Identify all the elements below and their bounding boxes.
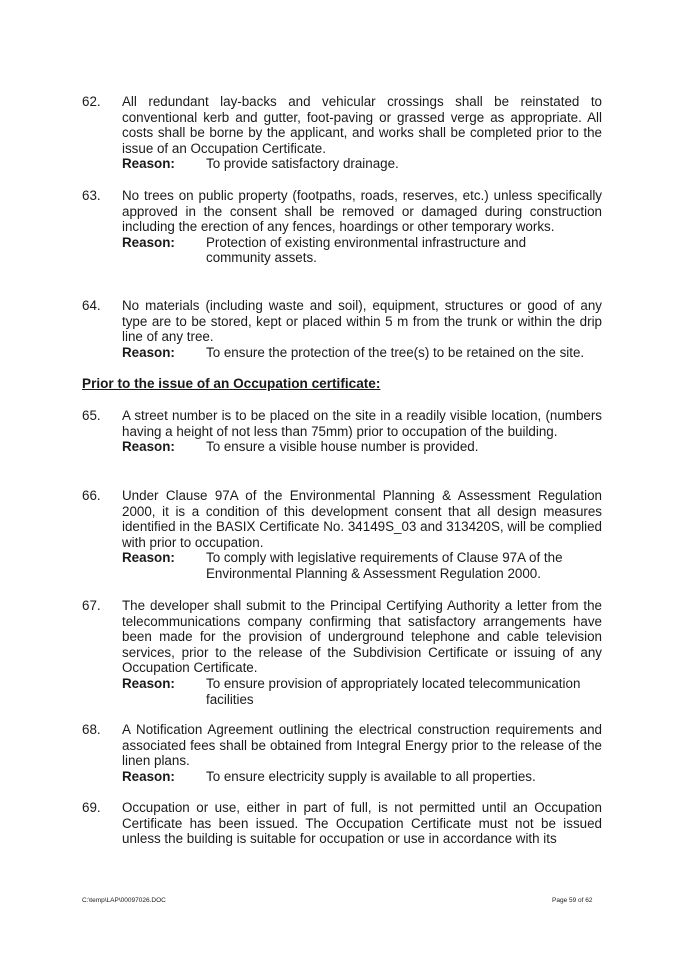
condition-number: 64.	[82, 298, 101, 313]
condition-66	[82, 488, 602, 582]
reason-text: To ensure a visible house number is provided.	[206, 439, 479, 455]
reason-text: To provide satisfactory drainage.	[206, 156, 399, 172]
condition-text: The developer shall submit to the Principal Certifying Authority a letter from the telecommunications company confirming that satisfactory arrangements have been made for the provision of underground telephone and cable television services, prior to the release of the Subdivision Certificate or issuing of any Occupation Certificate.	[122, 598, 602, 676]
reason-label: Reason:	[122, 439, 175, 455]
condition-number: 66.	[82, 488, 101, 503]
condition-number: 68.	[82, 722, 101, 737]
condition-text: Under Clause 97A of the Environmental Planning & Assessment Regulation 2000, it is a condition of this development consent that all design measures identified in the BASIX Certificate No. 34149S_03 and 313420S, will be complied with prior to occupation.	[122, 488, 602, 550]
reason-text: To ensure provision of appropriately located telecommunication facilities	[206, 675, 581, 707]
condition-reason	[122, 769, 602, 785]
condition-text: A street number is to be placed on the site in a readily visible location, (numbers having a height of not less than 75mm) prior to occupation of the building.	[122, 408, 602, 439]
condition-reason	[122, 676, 602, 707]
reason-text: To ensure the protection of the tree(s) to be retained on the site.	[206, 344, 585, 360]
condition-67	[82, 598, 602, 707]
condition-reason	[122, 345, 602, 361]
condition-number: 69.	[82, 800, 101, 815]
condition-reason	[122, 550, 602, 581]
reason-label: Reason:	[122, 768, 175, 784]
reason-label: Reason:	[122, 550, 175, 566]
reason-text: To comply with legislative requirements of Clause 97A of the Environmental Planning & Assessment Regulation 2000.	[206, 550, 563, 581]
condition-number: 63.	[82, 188, 101, 203]
condition-text: All redundant lay-backs and vehicular crossings shall be reinstated to conventional kerb and gutter, foot-paving or grassed verge as appropriate. All costs shall be borne by the applicant, and works shall be completed prior to the issue of an Occupation Certificate.	[122, 94, 602, 156]
condition-reason	[122, 235, 602, 266]
condition-text: No materials (including waste and soil), equipment, structures or good of any type are to be stored, kept or placed within 5 m from the trunk or within the drip line of any tree.	[122, 298, 602, 345]
condition-69	[82, 800, 602, 847]
condition-reason	[122, 439, 602, 455]
reason-label: Reason:	[122, 156, 175, 172]
condition-64	[82, 298, 602, 360]
condition-reason	[122, 156, 602, 172]
reason-text: To ensure electricity supply is available to all properties.	[206, 768, 536, 784]
reason-label: Reason:	[122, 234, 175, 250]
condition-number: 65.	[82, 408, 101, 423]
footer-page-number: Page 59 of 62	[552, 897, 593, 904]
condition-65	[82, 408, 602, 455]
condition-text: A Notification Agreement outlining the electrical construction requirements and associated fees shall be obtained from Integral Energy prior to the release of the linen plans.	[122, 722, 602, 769]
reason-text: Protection of existing environmental infrastructure and community assets.	[206, 234, 527, 266]
condition-number: 62.	[82, 94, 101, 109]
condition-62	[82, 94, 602, 172]
section-heading: Prior to the issue of an Occupation certificate:	[82, 376, 381, 391]
reason-label: Reason:	[122, 675, 175, 691]
condition-63	[82, 188, 602, 266]
footer-file-path: C:\temp\LAP\00097026.DOC	[82, 897, 166, 904]
condition-number: 67.	[82, 598, 101, 613]
condition-text: No trees on public property (footpaths, roads, reserves, etc.) unless specifically approved in the consent shall be removed or damaged during construction including the erection of any fences, hoardings or other temporary works.	[122, 188, 602, 235]
condition-text: Occupation or use, either in part of full, is not permitted until an Occupation Certificate has been issued. The Occupation Certificate must not be issued unless the building is suitable for occupation or use in accordance with its	[122, 800, 602, 847]
condition-68	[82, 722, 602, 784]
reason-label: Reason:	[122, 344, 175, 360]
